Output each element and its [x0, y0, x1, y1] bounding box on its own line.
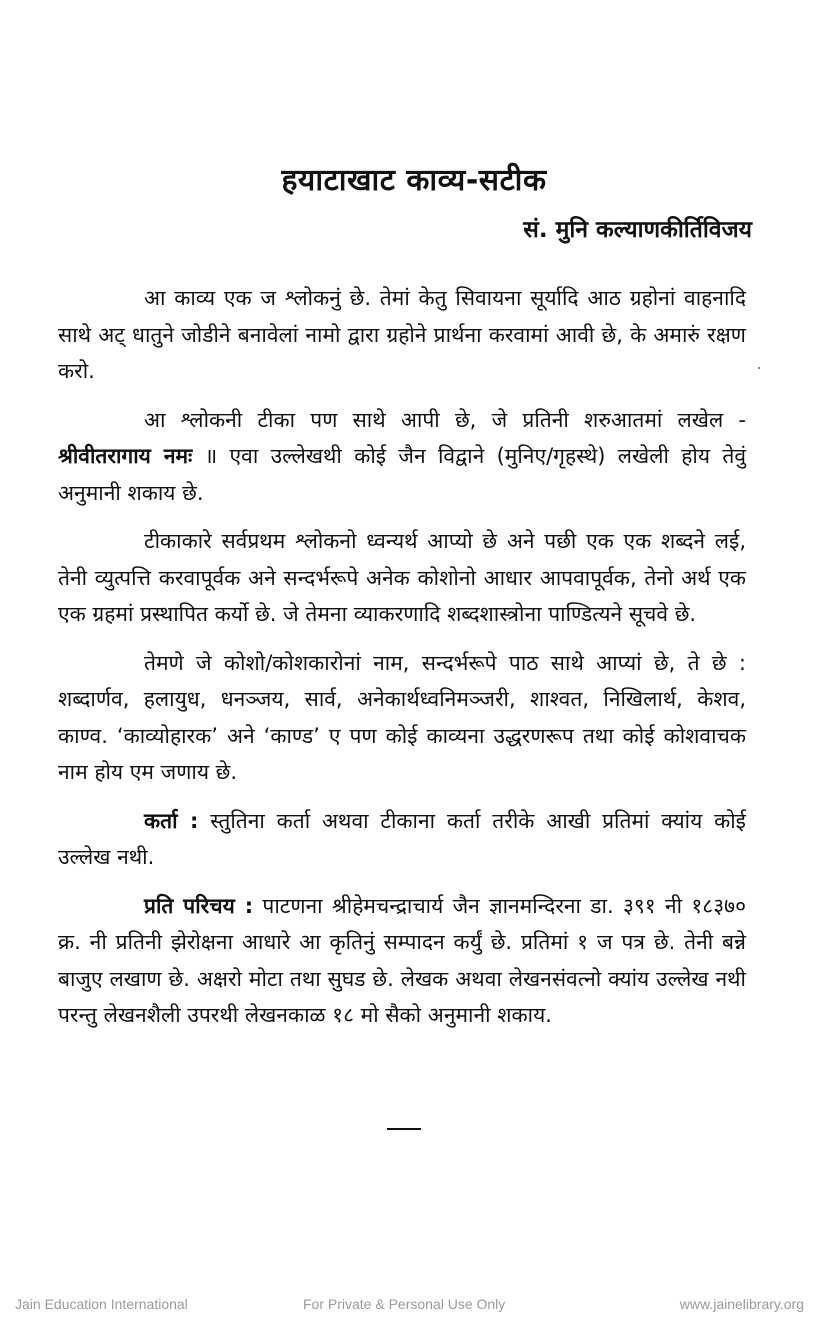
document-body: [58, 280, 746, 1046]
footer-website-link[interactable]: www.jainelibrary.org: [679, 1296, 804, 1312]
paragraph-text: तेमणे जे कोशो/कोशकारोनां नाम, सन्दर्भरूपे पाठ साथे आप्यां छे, ते छे : शब्दार्णव, हलायुध, धनञ्जय, सार्व, अनेकार्थध्वनिमञ्जरी, शाश्वत, निखिलार्थ, केशव, काण्व. ‘काव्योहारक’ अने ‘काण्ड’ ए पण कोई काव्यना उद्धरणरूप तथा कोई कोशवाचक नाम होय एम जणाय छे.: [58, 650, 746, 784]
page-title: हयाटाखाट काव्य-सटीक: [281, 163, 547, 198]
footer-usage-note: For Private & Personal Use Only: [303, 1296, 506, 1312]
invocation-bold: श्रीवीतरागाय नमः: [58, 444, 193, 468]
paragraph-intro: [58, 280, 746, 390]
page-footer: [0, 1296, 828, 1320]
manuscript-label: प्रति परिचय :: [144, 893, 254, 918]
paragraph-lexicons: [58, 645, 746, 791]
paragraph-text: आ काव्य एक ज श्लोकनुं छे. तेमां केतु सिवायना सूर्यादि आठ ग्रहोनां वाहनादि साथे अट् धातुने जोडीने बनावेलां नामो द्वारा ग्रहोने प्रार्थना करवामां आवी छे, के अमारुं रक्षण करो.: [58, 286, 746, 383]
footer-publisher: Jain Education International: [15, 1296, 188, 1312]
paragraph-manuscript-intro: [58, 888, 746, 1034]
author-label: कर्ता :: [144, 808, 199, 833]
paragraph-text: पाटणना श्रीहेमचन्द्राचार्य जैन ज्ञानमन्दिरना डा. ३९१ नी १८३७० क्र. नी प्रतिनी झेरोक्षना आधारे आ कृतिनुं सम्पादन कर्युं छे. प्रतिमां १ ज पत्र छे. तेनी बन्ने बाजुए लखाण छे. अक्षरो मोटा तथा सुघड छे. लेखक अथवा लेखनसंवत्नो क्यांय उल्लेख नथी परन्तु लेखनशैली उपरथी लेखनकाळ १८ मो सैको अनुमानी शकाय.: [58, 893, 746, 1027]
paragraph-text: ॥ एवा उल्लेखथी कोई जैन विद्वाने (मुनिए/गृहस्थे) लखेली होय तेवुं अनुमानी शकाय छे.: [58, 444, 746, 505]
paragraph-commentary: [58, 402, 746, 512]
paragraph-text: स्तुतिना कर्ता अथवा टीकाना कर्ता तरीके आखी प्रतिमां क्यांय कोई उल्लेख नथी.: [58, 808, 746, 869]
paragraph-text: आ श्लोकनी टीका पण साथे आपी छे, जे प्रतिनी शरुआतमां लखेल -: [144, 407, 746, 432]
section-end-rule: [387, 1128, 421, 1130]
paragraph-commentator: [58, 523, 746, 633]
paragraph-author: [58, 803, 746, 876]
paragraph-text: टीकाकारे सर्वप्रथम श्लोकनो ध्वन्यर्थ आप्यो छे अने पछी एक एक शब्दने लई, तेनी व्युत्पत्ति करवापूर्वक अने सन्दर्भरूपे अनेक कोशोनो आधार आपवापूर्वक, तेनो अर्थ एक एक ग्रहमां प्रस्थापित कर्यो छे. जे तेमना व्याकरणादि शब्दशास्त्रोना पाण्डित्यने सूचवे छे.: [58, 529, 746, 626]
scan-speck: [758, 367, 760, 369]
editor-credit: सं. मुनि कल्याणकीर्तिविजय: [523, 217, 752, 243]
